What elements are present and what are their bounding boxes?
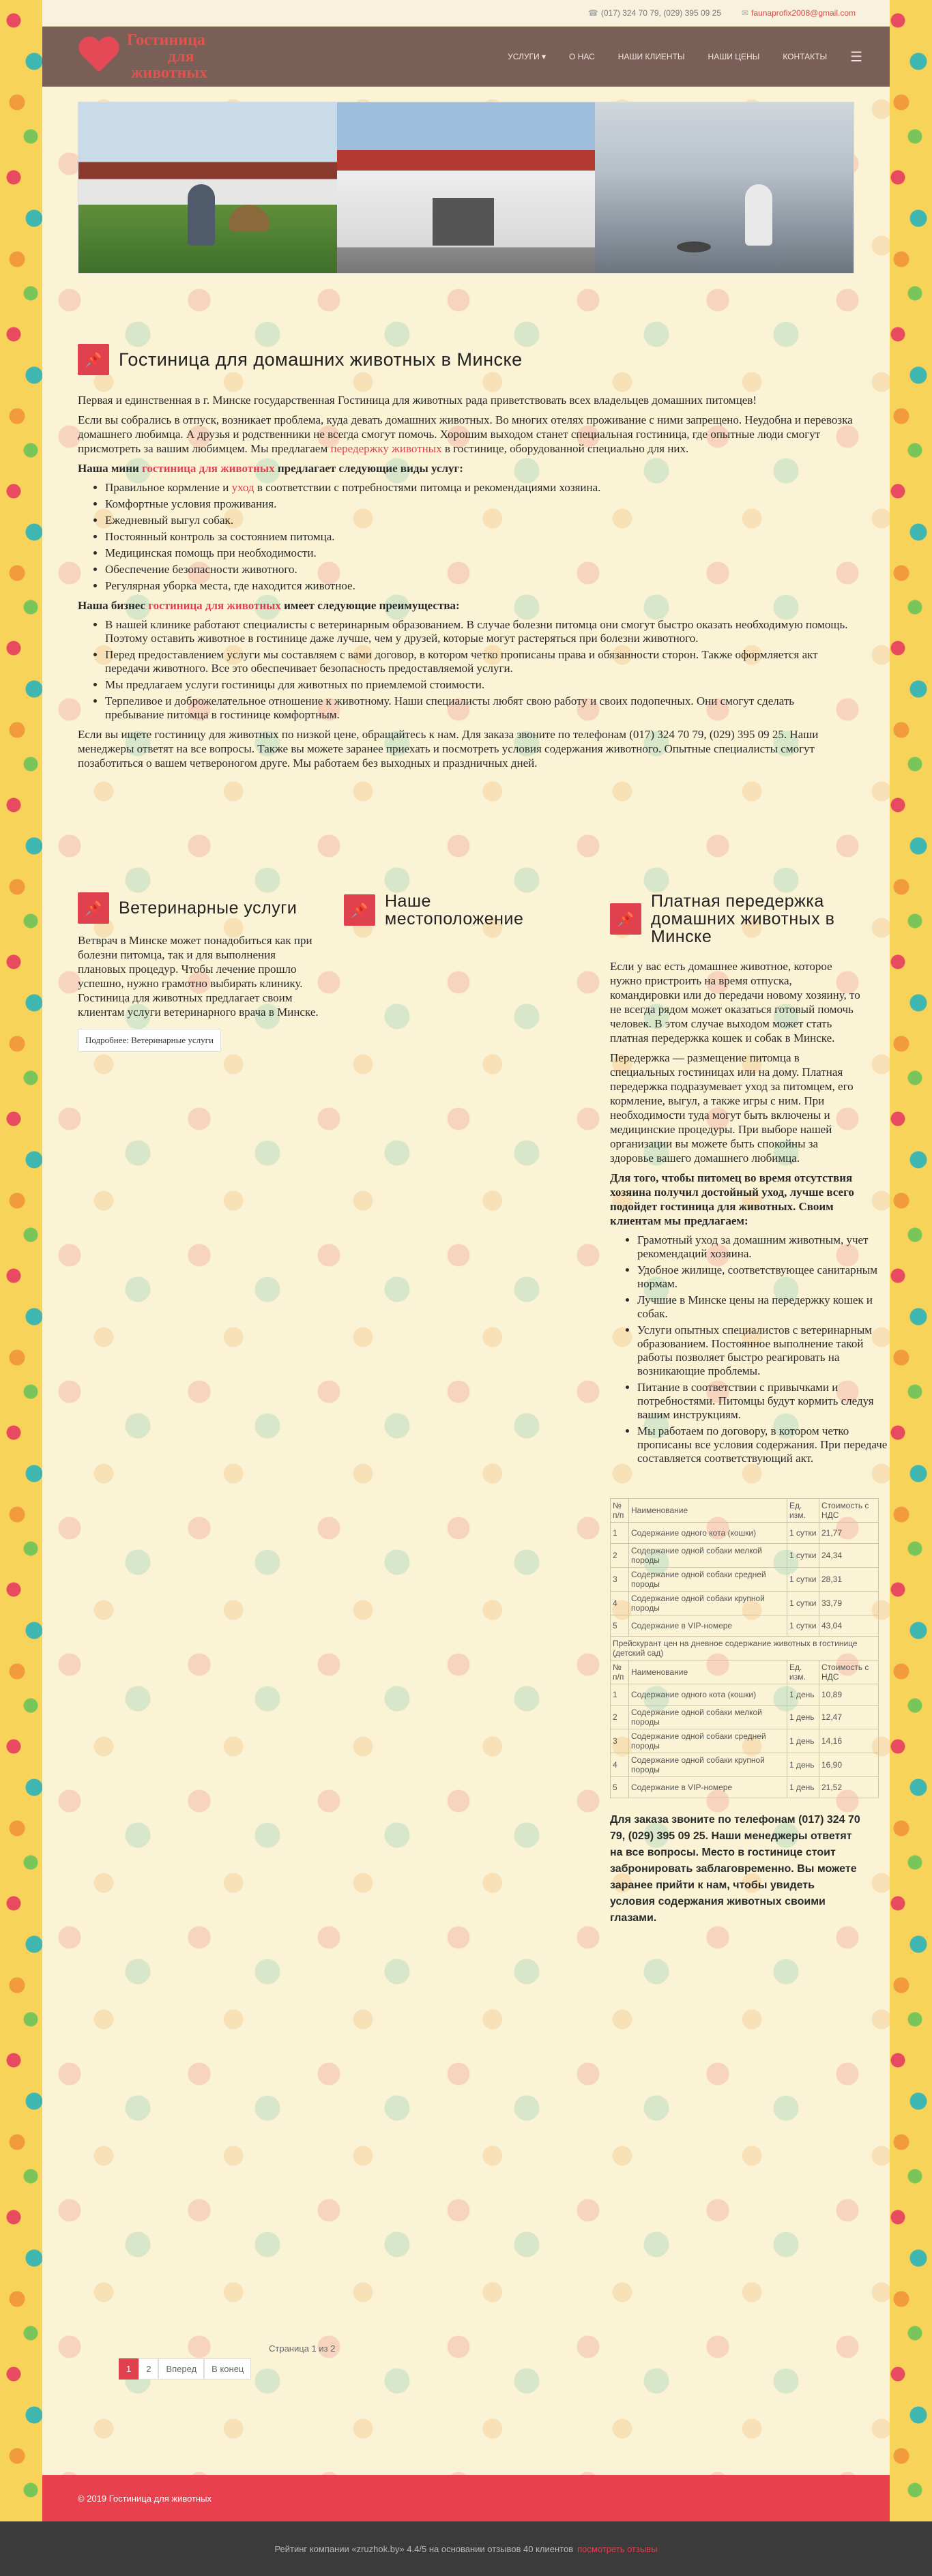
paid-p3: Для того, чтобы питомец во время отсутствия хозяина получил достойный уход, лучше всего подойдет гостиница для животных. Своим клиентам мы предлагаем:: [610, 1171, 854, 1227]
table-header-row: № п/п Наименование Ед. изм. Стоимость с НДС: [611, 1660, 879, 1684]
vet-services-column: [78, 892, 323, 1052]
list-item: • Комфортные условия проживания.: [105, 497, 856, 511]
logo-text: Гостиница для животных: [127, 31, 208, 82]
list-item: • Терпеливое и доброжелательное отношение к животному. Наши специалисты любят свою работу и своих подопечных. Они смогут сделать пребывание питомца в гостинице комфортным.: [105, 694, 856, 722]
logo[interactable]: [78, 32, 207, 81]
paid-boarding-column: [610, 892, 888, 1932]
main-header: [78, 344, 856, 375]
list-item: • Регулярная уборка места, где находится животное.: [105, 579, 856, 593]
table-row: 3 Содержание одной собаки средней породы 1 сутки 28,31: [611, 1568, 879, 1592]
page-counter: Страница 1 из 2: [269, 2343, 336, 2354]
list-item: • Услуги опытных специалистов с ветеринарным образованием. Постоянное выполнение такой работы позволяет быстро реагировать на возникающие проблемы.: [637, 1323, 890, 1378]
list-item: • Грамотный уход за домашним животным, учет рекомендаций хозяина.: [637, 1233, 890, 1261]
rating-text: Рейтинг компании «zruzhok.by» 4.4/5 на основании отзывов 40 клиентов: [274, 2543, 574, 2554]
price-table-daily: [610, 1498, 879, 1798]
topbar-phone: ☎ (017) 324 70 79, (029) 395 09 25: [587, 8, 721, 18]
advantages-list: [78, 618, 856, 722]
pin-icon: 📌: [344, 894, 375, 926]
list-item: • Перед предоставлением услуги мы составляем с вами договор, в котором четко прописаны права и обязанности сторон. Также оформляется акт передачи животного. Все это обеспечивает безопасность предоставляемой услуги.: [105, 648, 856, 675]
table-row: 5 Содержание в VIP-номере 1 день 21,52: [611, 1777, 879, 1798]
menu-item-services[interactable]: УСЛУГИ ▾: [508, 52, 547, 61]
banner-photo-1: [78, 102, 337, 273]
list-item: • Мы работаем по договору, в котором четко прописаны все условия содержания. При передаче составляется соответствующий акт.: [637, 1424, 890, 1465]
advantages-heading: Наша бизнес гостиница для животных имеет следующие преимущества:: [78, 599, 460, 612]
side-pattern-left: [0, 0, 48, 2576]
next-page-button[interactable]: Вперед: [158, 2358, 204, 2380]
link-pet-hotel[interactable]: гостиница для животных: [142, 462, 275, 475]
reviews-link[interactable]: посмотреть отзывы: [577, 2543, 658, 2554]
menu-item-contacts[interactable]: КОНТАКТЫ: [783, 52, 828, 61]
intro-text: Первая и единственная в г. Минске государственная Гостиница для животных рада приветствовать всех владельцев домашних питомцев!: [78, 394, 757, 407]
link-care[interactable]: уход: [231, 481, 254, 494]
table-row: 1 Содержание одного кота (кошки) 1 день 10,89: [611, 1684, 879, 1706]
page: [42, 0, 890, 2576]
table-row: 2 Содержание одной собаки мелкой породы 1 сутки 24,34: [611, 1544, 879, 1568]
paid-list: [610, 1233, 890, 1465]
table-caption-row: Прейскурант цен на дневное содержание животных в гостинице (детский сад): [611, 1637, 879, 1660]
navbar: [42, 27, 890, 87]
list-item: • Лучшие в Минске цены на передержку кошек и собак.: [637, 1293, 890, 1321]
list-item: • Обеспечение безопасности животного.: [105, 563, 856, 576]
menu-item-prices[interactable]: НАШИ ЦЕНЫ: [708, 52, 760, 61]
side-pattern-right: [884, 0, 932, 2576]
vet-title: Ветеринарные услуги: [119, 898, 297, 918]
paid-p1: Если у вас есть домашнее животное, которое нужно пристроить на время отпуска, командировки или до передачи новому хозяину, то не всегда рядом может оказаться готовый помочь человек. В этом случае выходом может стать платная передержка кошек и собак в Минске.: [610, 960, 860, 1044]
pin-icon: 📌: [78, 892, 109, 924]
paid-title: Платная передержка домашних животных в Минске: [651, 892, 835, 946]
heart-paw-icon: [78, 38, 120, 76]
phone-icon: ☎: [587, 8, 598, 18]
paid-p2: Передержка — размещение питомца в специальных гостиницах или на дому. Платная передержка подразумевает уход за питомцем, его кормление, выгул, а также игры с ним. При необходимости туда могут быть включены и медицинские процедуры. При выборе нашей организации вы можете быть спокойны за здоровье вашего домашнего любимца.: [610, 1051, 854, 1165]
page-1-button[interactable]: 1: [119, 2358, 139, 2380]
pin-icon: 📌: [78, 344, 109, 375]
pin-icon: 📌: [610, 903, 641, 935]
list-item: • Правильное кормление и уход в соответствии с потребностями питомца и рекомендациями хозяина.: [105, 481, 856, 495]
main-article: [78, 344, 856, 776]
paid-cta: Для заказа звоните по телефонам (017) 324 70 79, (029) 395 09 25. Наши менеджеры ответят на все вопросы. Место в гостинице стоит забронировать заблаговременно. Вы можете заранее прийти к нам, чтобы увидеть условия содержания животных своими глазами.: [610, 1814, 860, 1924]
list-item: • В нашей клинике работают специалисты с ветеринарным образованием. В случае болезни питомца они смогут быстро оказать необходимую помощь. Поэтому оставить животное в гостинице даже лучше, чем у друзей, которые могут растеряться при болезни животного.: [105, 618, 856, 645]
banner-photo-3: [595, 102, 854, 273]
location-title: Наше местоположение: [385, 892, 524, 928]
list-item: • Ежедневный выгул собак.: [105, 514, 856, 527]
list-item: • Удобное жилище, соответствующее санитарным нормам.: [637, 1263, 890, 1291]
read-more-button[interactable]: Подробнее: Ветеринарные услуги: [78, 1029, 221, 1052]
paragraph-1: Если вы собрались в отпуск, возникает проблема, куда девать домашних животных. Во многих отелях проживание с ними запрещено. Неудобна и перевозка домашнего любимца. А друзья и родственники не всегда смогут помочь. Хорошим выходом станет специальная гостиница, где опытные люди смогут присмотреть за вашим любимцем. Мы предлагаем передержку животных в гостинице, оборудованной специально для них.: [78, 413, 853, 455]
vet-text: Ветврач в Минске может понадобиться как при болезни питомца, так и для выполнения плановых процедур. Чтобы лечение прошло успешно, нужно грамотно выбирать клинику. Гостиница для животных предлагает своим клиентам услуги ветеринарного врача в Минске.: [78, 934, 319, 1019]
menu-item-clients[interactable]: НАШИ КЛИЕНТЫ: [617, 52, 685, 61]
vet-header: [78, 892, 323, 924]
location-column: [344, 892, 589, 928]
page-title: Гостиница для домашних животных в Минске: [119, 349, 523, 370]
menu-item-about[interactable]: О НАС: [569, 52, 595, 61]
copyright: © 2019 Гостиница для животных: [78, 2493, 212, 2504]
link-pet-hotel-2[interactable]: гостиница для животных: [148, 599, 281, 612]
list-item: • Медицинская помощь при необходимости.: [105, 546, 856, 560]
paid-header: [610, 892, 883, 946]
pagination: [119, 2343, 336, 2380]
list-item: • Постоянный контроль за состоянием питомца.: [105, 530, 856, 544]
table-row: 4 Содержание одной собаки крупной породы 1 сутки 33,79: [611, 1592, 879, 1615]
page-2-button[interactable]: 2: [139, 2358, 158, 2380]
table-row: 3 Содержание одной собаки средней породы 1 день 14,16: [611, 1729, 879, 1753]
services-heading: Наша мини гостиница для животных предлагает следующие виды услуг:: [78, 462, 463, 475]
banner-photo-2: [337, 102, 596, 273]
closing-text: Если вы ищете гостиницу для животных по низкой цене, обращайтесь к нам. Для заказа звоните по телефонам (017) 324 70 79, (029) 395 09 25. Наши менеджеры ответят на все вопросы. Также вы можете заранее приехать и посмотреть условия содержания животного. Опытные специалисты смогут позаботиться о вашем четвероногом друге. Мы работаем без выходных и праздничных дней.: [78, 728, 819, 770]
envelope-icon: ✉: [742, 8, 749, 18]
table-row: 2 Содержание одной собаки мелкой породы 1 день 12,47: [611, 1706, 879, 1729]
table-row: 5 Содержание в VIP-номере 1 сутки 43,04: [611, 1615, 879, 1637]
rating-bar: [0, 2521, 932, 2576]
main-menu: [508, 48, 862, 65]
list-item: • Питание в соответствии с привычками и потребностями. Питомцы будут кормить следуя вашим инструкциям.: [637, 1381, 890, 1422]
hamburger-icon[interactable]: ☰: [850, 49, 862, 65]
topbar-email[interactable]: [742, 8, 856, 18]
link-pet-boarding[interactable]: передержку животных: [330, 442, 442, 455]
location-header: [344, 892, 589, 928]
table-row: 1 Содержание одного кота (кошки) 1 сутки 21,77: [611, 1523, 879, 1544]
topbar: [42, 0, 890, 27]
table-header-row: № п/п Наименование Ед. изм. Стоимость с НДС: [611, 1499, 879, 1523]
list-item: • Мы предлагаем услуги гостиницы для животных по приемлемой стоимости.: [105, 678, 856, 692]
table-row: 4 Содержание одной собаки крупной породы 1 день 16,90: [611, 1753, 879, 1777]
footer: [42, 2475, 890, 2521]
services-list: [78, 481, 856, 593]
last-page-button[interactable]: В конец: [204, 2358, 251, 2380]
banner-slideshow: [78, 102, 854, 274]
email-link[interactable]: faunaprofix2008@gmail.com: [751, 8, 856, 18]
pager-buttons: [119, 2358, 251, 2380]
